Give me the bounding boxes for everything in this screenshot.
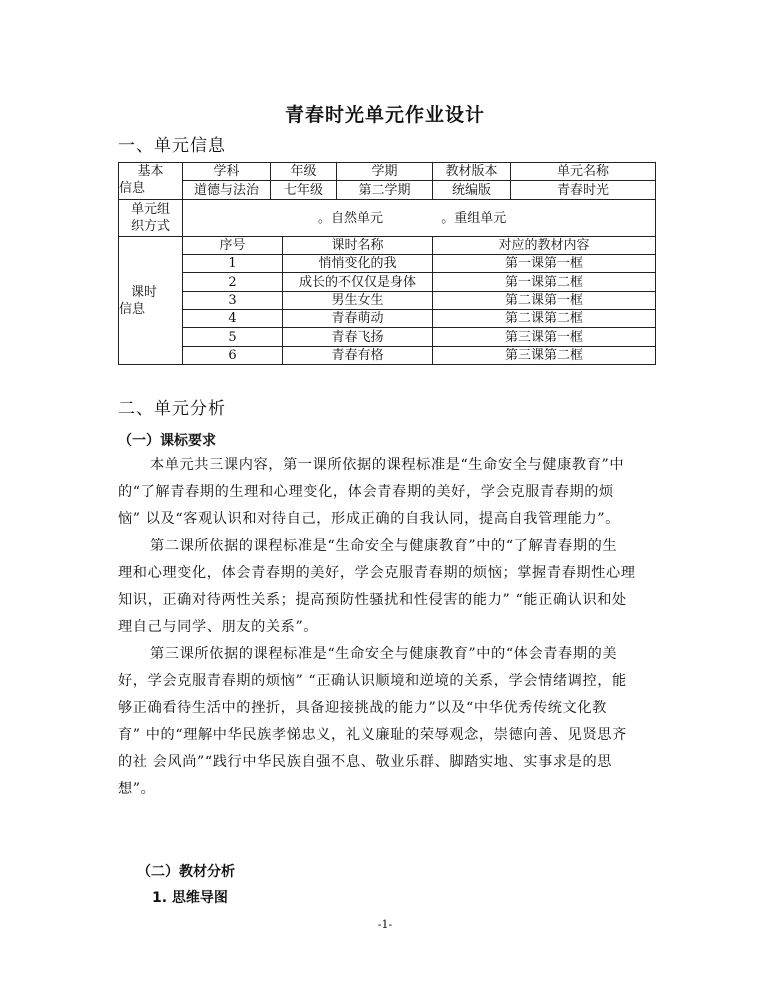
table-row — [119, 292, 656, 310]
table-row — [119, 255, 656, 273]
lesson-name: 青春飞扬 — [283, 328, 433, 347]
header-unit-name: 单元名称 — [511, 163, 656, 181]
paragraph-line: 育” 中的“理解中华民族孝悌忠义，礼义廉耻的荣辱观念，崇德向善、见贤思齐 — [118, 727, 627, 743]
lesson-info-label — [119, 237, 183, 365]
paragraph-line: 理和心理变化，体会青春期的美好，学会克服青春期的烦恼；掌握青春期性心理 — [118, 565, 636, 581]
value-edition: 统编版 — [433, 181, 511, 200]
unit-info-table — [118, 162, 656, 365]
table-row — [119, 347, 656, 365]
paragraph-line: 知识，正确对待两性关系；提高预防性骚扰和性侵害的能力” “能正确认识和处 — [118, 592, 627, 608]
value-grade: 七年级 — [271, 181, 337, 200]
basic-label-line1: 基本 — [137, 164, 164, 179]
value-subject: 道德与法治 — [183, 181, 271, 200]
org-mode-options — [183, 200, 656, 237]
option-regrouped-unit: 。重组单元 — [441, 210, 507, 226]
paragraph-line: 的社 会风尚”“践行中华民族自强不息、敬业乐群、脚踏实地、实事求是的思 — [118, 754, 613, 770]
value-term: 第二学期 — [337, 181, 433, 200]
header-subject: 学科 — [183, 163, 271, 181]
paragraph-line: 理自己与同学、朋友的关系”。 — [118, 619, 319, 635]
paragraph-line: 本单元共三课内容，第一课所依据的课程标准是“生命安全与健康教育”中 — [150, 457, 625, 473]
lesson-name: 悄悄变化的我 — [283, 255, 433, 273]
paragraph-line: 恼” 以及“客观认识和对待自己，形成正确的自我认同，提高自我管理能力”。 — [118, 511, 620, 527]
section-heading-unit-info: 一、单元信息 — [118, 136, 226, 156]
table-row — [119, 328, 656, 347]
lesson-content: 第三课第二框 — [433, 347, 656, 365]
paragraph-line: 第三课所依据的课程标准是“生命安全与健康教育”中的“体会青春期的美 — [150, 646, 618, 662]
header-grade: 年级 — [271, 163, 337, 181]
lesson-content: 第二课第二框 — [433, 310, 656, 328]
table-row — [119, 273, 656, 292]
lesson-no: 4 — [183, 310, 283, 328]
lesson-no: 3 — [183, 292, 283, 310]
subheading-textbook-analysis: （二）教材分析 — [137, 864, 235, 880]
value-unit-name: 青春时光 — [511, 181, 656, 200]
lesson-no: 2 — [183, 273, 283, 292]
lesson-label-line2: 信息 — [119, 301, 146, 317]
paragraph-line: 想”。 — [118, 781, 156, 797]
lesson-no: 5 — [183, 328, 283, 347]
lesson-header-content: 对应的教材内容 — [433, 237, 656, 255]
lesson-content: 第一课第二框 — [433, 273, 656, 292]
lesson-name: 青春萌动 — [283, 310, 433, 328]
org-label-line2: 织方式 — [130, 219, 170, 234]
lesson-content: 第一课第一框 — [433, 255, 656, 273]
section-heading-unit-analysis: 二、单元分析 — [118, 399, 226, 419]
header-term: 学期 — [337, 163, 433, 181]
paragraph-line: 的“了解青春期的生理和心理变化，体会青春期的美好，学会克服青春期的烦 — [118, 484, 614, 500]
basic-label-line2: 信息 — [119, 181, 146, 196]
page-number: -1- — [377, 918, 393, 931]
paragraph-line: 第二课所依据的课程标准是“生命安全与健康教育”中的“了解青春期的生 — [150, 538, 618, 554]
lesson-name: 成长的不仅仅是身体 — [283, 273, 433, 292]
lesson-name: 青春有格 — [283, 347, 433, 365]
lesson-no: 6 — [183, 347, 283, 365]
lesson-label-line1: 课时 — [131, 284, 158, 300]
option-natural-unit: 。自然单元 — [317, 210, 383, 226]
org-label-line1: 单元组 — [130, 202, 170, 217]
header-edition: 教材版本 — [433, 163, 511, 181]
table-row — [119, 310, 656, 328]
paragraph-line: 好，学会克服青春期的烦恼” “正确认识顺境和逆境的关系，学会情绪调控，能 — [118, 673, 627, 689]
org-mode-label — [119, 200, 183, 237]
paragraph-line: 够正确看待生活中的挫折，具备迎接挑战的能力”以及“中华优秀传统文化教 — [118, 700, 607, 716]
item-mind-map: 1. 思维导图 — [152, 890, 228, 906]
lesson-header-name: 课时名称 — [283, 237, 433, 255]
document-title: 青春时光单元作业设计 — [284, 104, 485, 126]
lesson-content: 第二课第一框 — [433, 292, 656, 310]
lesson-content: 第三课第一框 — [433, 328, 656, 347]
lesson-name: 男生女生 — [283, 292, 433, 310]
lesson-no: 1 — [183, 255, 283, 273]
lesson-header-no: 序号 — [183, 237, 283, 255]
subheading-curriculum-standards: （一）课标要求 — [118, 433, 216, 449]
